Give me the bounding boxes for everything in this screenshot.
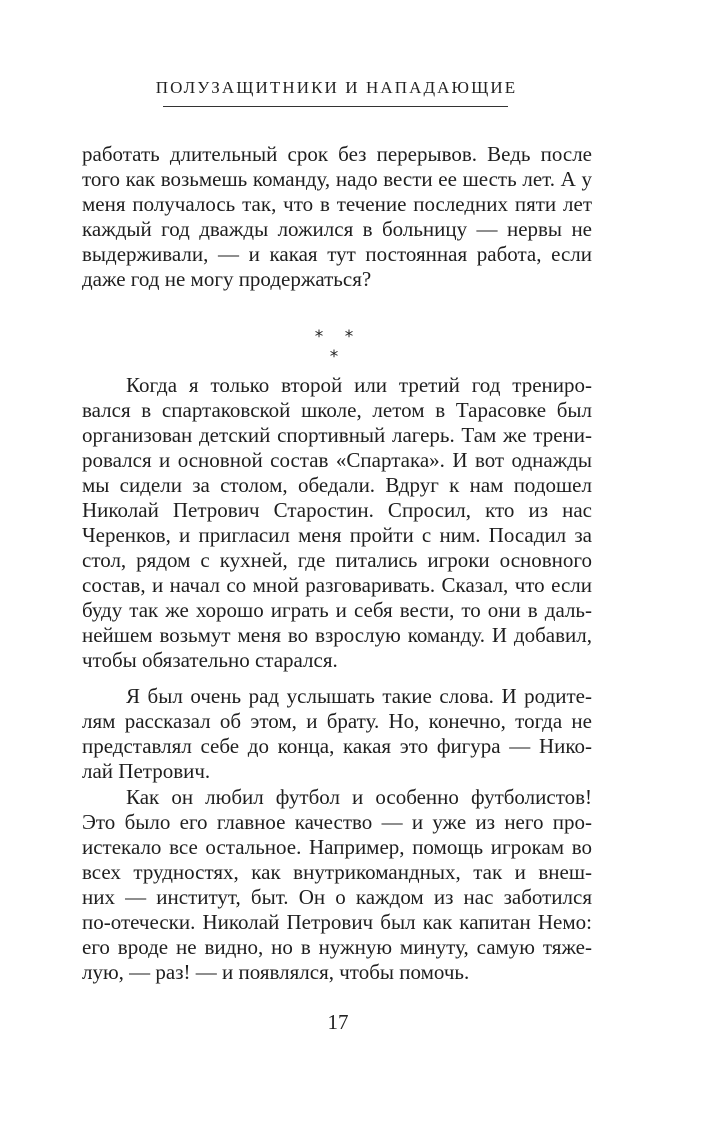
text-line: каждый год дважды ложился в больницу — нервы не	[82, 217, 592, 241]
text-line: выдерживали, — и какая тут постоянная работа, если	[82, 242, 592, 266]
text-line: вался в спартаковской школе, летом в Тарасовке был	[82, 398, 592, 422]
text-line: стол, рядом с кухней, где питались игроки основного	[82, 548, 592, 572]
text-line: даже год не могу продержаться?	[82, 267, 372, 291]
text-line: лай Петрович.	[82, 759, 211, 783]
text-line: лям рассказал об этом, и брату. Но, конечно, тогда не	[82, 709, 592, 733]
text-line: истекало все остальное. Например, помощь игрокам во	[82, 835, 592, 859]
text-line: работать длительный срок без перерывов. Ведь после	[82, 142, 592, 166]
paragraph-2	[82, 373, 592, 673]
text-line: них — институт, быт. Он о каждом из нас заботился	[82, 885, 592, 909]
text-line: чтобы обязательно старался.	[82, 648, 338, 672]
text-line: ровался и основной состав «Спартака». И вот однажды	[82, 448, 592, 472]
text-line: его вроде не видно, но в нужную минуту, самую тяже-	[82, 935, 592, 959]
text-line: буду так же хорошо играть и себя вести, то они в даль-	[82, 598, 592, 622]
text-line: Черенков, и пригласил меня пройти с ним. Посадил за	[82, 523, 592, 547]
paragraph-4	[82, 785, 592, 985]
text-line: мы сидели за столом, обедали. Вдруг к нам подошел	[82, 473, 592, 497]
text-line: по-отечески. Николай Петрович был как капитан Немо:	[82, 910, 592, 934]
text-line: Как он любил футбол и особенно футболистов!	[126, 785, 592, 809]
text-line: Когда я только второй или третий год трениро-	[126, 373, 592, 397]
page-number: 17	[327, 1010, 349, 1034]
text-line: нейшем возьмут меня во взрослую команду. И добавил,	[82, 623, 592, 647]
text-line: Я был очень рад услышать такие слова. И родите-	[126, 684, 592, 708]
text-line: меня получалось так, что в течение последних пяти лет	[82, 192, 592, 216]
text-line: всех трудностях, как внутрикомандных, так и внеш-	[82, 860, 592, 884]
paragraph-3	[82, 684, 592, 784]
paragraph-1	[82, 142, 592, 292]
text-line: организован детский спортивный лагерь. Там же трени-	[82, 423, 592, 447]
text-line: лую, — раз! — и появлялся, чтобы помочь.	[82, 960, 470, 984]
running-head: ПОЛУЗАЩИТНИКИ И НАПАДАЮЩИЕ	[155, 78, 518, 97]
text-line: того как возьмешь команду, надо вести ее шесть лет. А у	[82, 167, 592, 191]
text-line: представлял себе до конца, какая это фигура — Нико-	[82, 734, 592, 758]
text-line: состав, и начал со мной разговаривать. Сказал, что если	[82, 573, 592, 597]
text-line: Николай Петрович Старостин. Спросил, кто из нас	[82, 498, 592, 522]
running-head-rule	[163, 106, 508, 107]
section-separator: * * *	[314, 327, 362, 367]
text-line: Это было его главное качество — и уже из него про-	[82, 810, 592, 834]
